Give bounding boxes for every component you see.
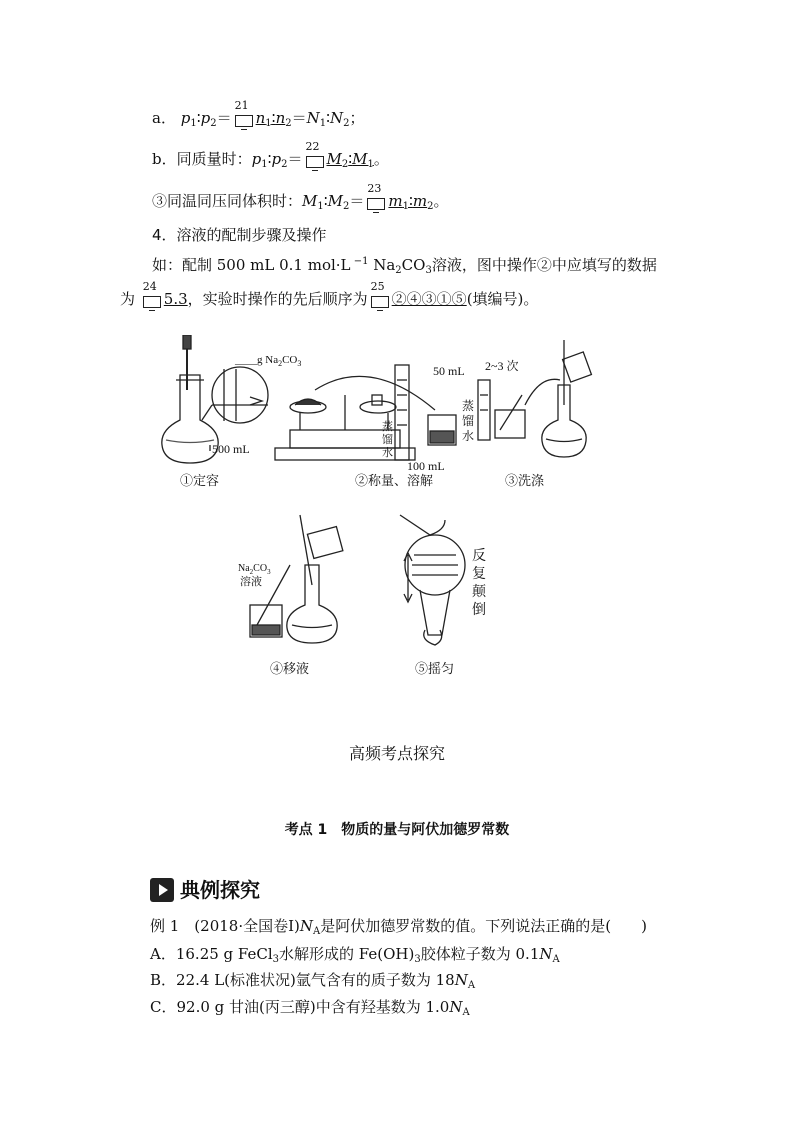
symbol-m2: m: [412, 192, 428, 210]
subscript: 1: [190, 118, 197, 129]
section-paragraph-line1: [152, 252, 657, 281]
flask-icon: [542, 340, 592, 457]
subscript: 3: [272, 954, 280, 965]
punctuation: 。: [373, 150, 389, 168]
subscript: 2: [427, 201, 434, 212]
water-label-1b: 馏: [382, 434, 393, 446]
subscript: 2: [343, 201, 350, 212]
blank-dash: [312, 170, 318, 171]
symbol-m1: m: [388, 192, 403, 210]
balance-scale-icon: [275, 395, 415, 460]
blank-box-icon: [306, 156, 324, 168]
equals-sign: ＝: [216, 109, 232, 127]
solution-label: $Na_2CO_3$: [238, 563, 271, 576]
option-c[interactable]: [150, 997, 470, 1023]
ratio-colon: ∶: [267, 150, 272, 168]
text: 胶体粒子数为 0.1: [420, 945, 540, 963]
volume-100: 100 mL: [407, 459, 445, 473]
blank-box-icon: [371, 296, 389, 308]
text: A．16.25 g FeCl: [150, 945, 273, 963]
text: Na: [368, 256, 396, 274]
symbol-NA: N: [539, 945, 553, 963]
punctuation: ；: [349, 109, 365, 127]
solution-label-2: 溶液: [240, 576, 262, 588]
water-label-1a: 蒸: [382, 421, 393, 433]
equals-sign: ＝: [349, 192, 365, 210]
symbol-p1: p: [251, 150, 262, 168]
subscript: 1: [319, 118, 327, 129]
invert-label-3: 颠: [472, 585, 486, 600]
symbol-M1: M: [352, 150, 368, 168]
subscript: 1: [265, 118, 272, 129]
water-label-2a: 蒸: [462, 399, 475, 413]
water-label-2b: 馏: [462, 414, 475, 428]
answer-blank-23[interactable]: [366, 182, 386, 209]
subscript: 1: [367, 159, 374, 170]
option-b[interactable]: [150, 970, 475, 996]
blank-dash: [241, 129, 247, 130]
times-label: 2~3 次: [485, 359, 519, 373]
blank-number: 21: [234, 99, 249, 112]
ratio-colon: ∶: [196, 109, 201, 127]
answer-blank-22[interactable]: [305, 140, 325, 167]
arrow-curve: [525, 379, 560, 405]
ratio-colon: ∶: [326, 109, 331, 127]
solution-preparation-figure: [150, 335, 610, 685]
volumetric-flask-icon: [162, 335, 218, 463]
equals-sign: ＝: [291, 109, 307, 127]
invert-label-4: 倒: [472, 603, 486, 618]
answer-blank-24[interactable]: [142, 280, 162, 307]
blank-box-icon: [367, 198, 385, 210]
subscript: 2: [343, 118, 350, 129]
answer-blank-25[interactable]: [370, 280, 390, 307]
step-label-3: ③洗涤: [505, 473, 545, 488]
symbol-M2: M: [326, 150, 342, 168]
graduated-cylinder-icon: [478, 380, 490, 440]
main-heading: 高频考点探究: [348, 744, 445, 763]
text: 溶液，图中操作②中应填写的数据: [431, 256, 657, 274]
symbol-p2: p: [200, 109, 211, 127]
shaking-flask-icon: [400, 515, 465, 645]
ratio-colon: ∶: [409, 192, 413, 210]
section-title: 4．溶液的配制步骤及操作: [152, 226, 327, 244]
text: 是阿伏加德罗常数的值。下列说法正确的是( ): [320, 917, 647, 935]
answer-21: [256, 109, 292, 127]
subscript: 2: [210, 118, 217, 129]
ratio-colon: ∶: [323, 192, 328, 210]
symbol-NA: N: [449, 998, 463, 1016]
water-label-1c: 水: [382, 447, 393, 459]
invert-label-1: 反: [472, 549, 486, 564]
blank-box-icon: [235, 115, 253, 127]
example-header: 典例探究: [180, 878, 260, 902]
symbol-M1: M: [302, 192, 318, 210]
symbol-NA: N: [299, 917, 314, 935]
step-label-2: ②称量、溶解: [355, 473, 434, 488]
blank-dash: [149, 310, 155, 311]
equals-sign: ＝: [287, 150, 303, 168]
text: 水解形成的 Fe(OH): [279, 945, 415, 963]
step-label-1: ①定容: [180, 473, 220, 488]
blank-number: 24: [142, 280, 157, 293]
measuring-cylinder-icon: [395, 365, 409, 460]
blank-box-icon: [143, 296, 161, 308]
ratio-colon: ∶: [348, 150, 353, 168]
beaker-icon: [428, 415, 456, 445]
blank-number: 23: [367, 182, 382, 195]
superscript: −1: [350, 256, 369, 267]
subscript: A: [313, 926, 321, 937]
answer-24: 5.3: [163, 290, 188, 308]
example-stem: [150, 916, 647, 942]
ratio-colon: ∶: [271, 109, 276, 127]
answer-22: [327, 150, 374, 168]
washing-beaker-icon: [495, 395, 525, 438]
mass-label: ____g $Na_2CO_3$: [235, 354, 302, 368]
water-label-2c: 水: [462, 429, 475, 443]
subscript: 3: [414, 954, 421, 965]
text: B．22.4 L(标准状况)氩气含有的质子数为 18: [150, 971, 455, 989]
symbol-NA: N: [454, 971, 468, 989]
symbol-p1: p: [180, 109, 191, 127]
text: ，实验时操作的先后顺序为: [187, 290, 368, 308]
section-paragraph-line2: [120, 280, 539, 309]
volume-500: 500 mL: [212, 442, 250, 456]
subscript: 1: [402, 201, 410, 212]
subscript: A: [462, 1007, 470, 1018]
step-label-4: ④移液: [270, 661, 310, 676]
play-icon: [150, 878, 174, 902]
answer-blank-21[interactable]: [234, 99, 254, 126]
symbol-p2: p: [271, 150, 282, 168]
subscript: 2: [341, 159, 349, 170]
subscript: 1: [261, 159, 268, 170]
text: (填编号)。: [466, 290, 539, 308]
item-label: b．同质量时：: [152, 150, 252, 168]
symbol-n2: n: [275, 109, 286, 127]
formula-line-c: [152, 182, 449, 217]
symbol-n1: n: [255, 109, 266, 127]
symbol-N1: N: [306, 109, 320, 127]
invert-label-2: 复: [472, 567, 486, 582]
answer-25: ②④③①⑤: [391, 290, 467, 308]
answer-23: [388, 192, 433, 210]
magnifier-circle-icon: [202, 367, 268, 423]
punctuation: 。: [433, 192, 449, 210]
transfer-flask-icon: [287, 515, 343, 643]
text: CO: [401, 256, 426, 274]
subscript: 2: [395, 265, 402, 276]
blank-dash: [373, 212, 379, 213]
option-a[interactable]: [150, 944, 560, 970]
blank-number: 22: [305, 140, 320, 153]
subscript: A: [552, 954, 560, 965]
blank-dash: [377, 310, 383, 311]
text: C．92.0 g 甘油(丙三醇)中含有羟基数为 1.0: [150, 998, 450, 1016]
subscript: 3: [425, 265, 432, 276]
text: 为: [120, 290, 136, 308]
subscript: A: [467, 980, 476, 991]
symbol-M2: M: [327, 192, 344, 210]
text: 如：配制 500 mL 0.1 mol·L: [152, 256, 351, 274]
text: 例 1 (2018·全国卷Ⅰ): [150, 917, 300, 935]
item-label: a．: [152, 109, 176, 127]
topic-heading: 考点 1 物质的量与阿伏加德罗常数: [284, 822, 510, 838]
volume-50: 50 mL: [433, 364, 465, 378]
subscript: 2: [285, 118, 292, 129]
subscript: 2: [281, 159, 288, 170]
subscript: 1: [317, 201, 324, 212]
formula-line-b: [152, 140, 389, 175]
blank-number: 25: [370, 280, 385, 293]
symbol-N2: N: [330, 109, 344, 127]
formula-line-a: [152, 99, 365, 134]
step-label-5: ⑤摇匀: [415, 661, 455, 676]
item-label: ③同温同压同体积时：: [152, 192, 303, 210]
